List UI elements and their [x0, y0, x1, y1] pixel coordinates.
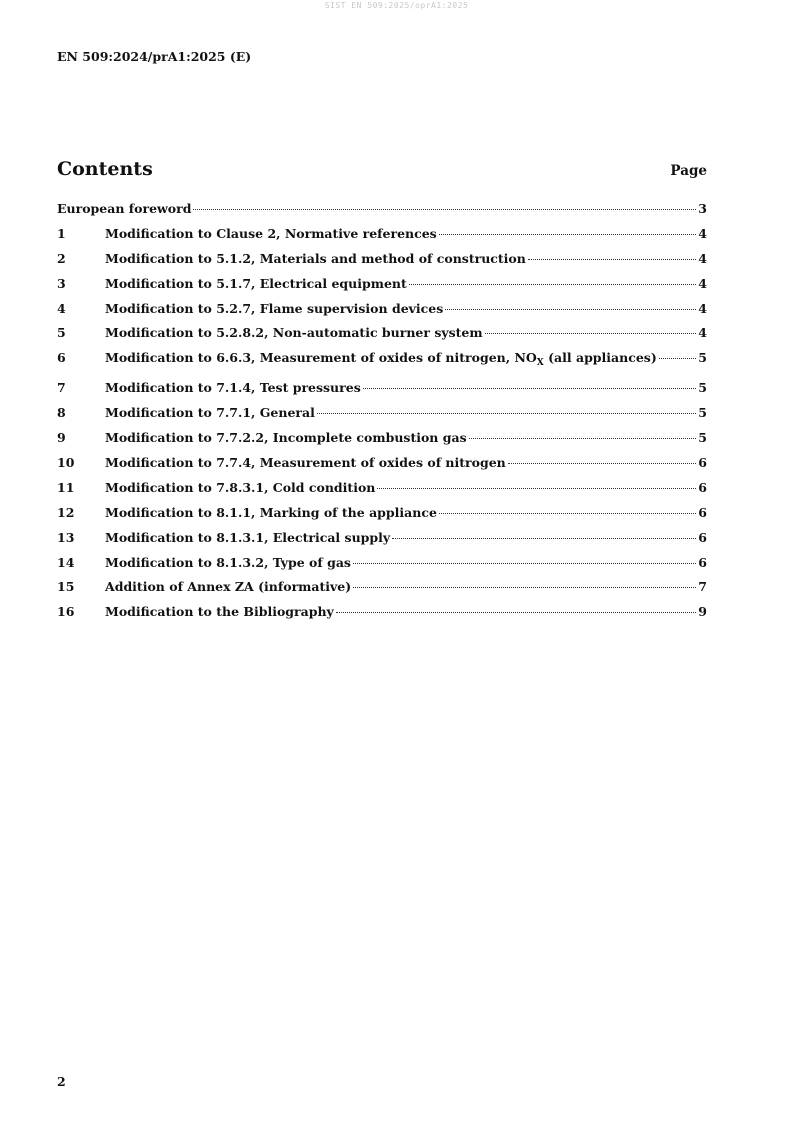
- toc-entry-title: Addition of Annex ZA (informative): [105, 579, 352, 595]
- toc-entry-title: Modification to 7.7.4, Measurement of oxides of nitrogen: [105, 455, 506, 471]
- toc-entry-title: [105, 349, 657, 372]
- toc-entry-page: 6: [698, 504, 707, 520]
- toc-entry-title: Modification to 8.1.3.1, Electrical supply: [105, 529, 391, 545]
- contents-title: Contents: [57, 158, 153, 180]
- dot-leader: [409, 284, 697, 285]
- toc-entry-page: 6: [698, 529, 707, 545]
- toc-entry-16[interactable]: [57, 603, 707, 628]
- toc-entry-8[interactable]: [57, 404, 707, 429]
- toc-entry-page: 4: [698, 300, 707, 316]
- toc-entry-number: 2: [57, 250, 66, 266]
- toc-entry-title: Modification to 7.8.3.1, Cold condition: [105, 479, 376, 495]
- toc-entry-page: 9: [698, 604, 707, 620]
- subscript-x: X: [536, 358, 544, 369]
- dot-leader: [392, 538, 696, 539]
- toc-entry-5[interactable]: [57, 324, 707, 349]
- toc-entry-number: 16: [57, 604, 75, 620]
- dot-leader: [353, 563, 696, 564]
- toc-entry-title: Modification to 7.7.2.2, Incomplete combustion gas: [105, 430, 467, 446]
- dot-leader: [193, 209, 696, 210]
- document-identifier: EN 509:2024/prA1:2025 (E): [57, 49, 252, 64]
- page-number: 2: [57, 1074, 66, 1089]
- dot-leader: [508, 463, 697, 464]
- toc-entry-page: 5: [698, 380, 707, 396]
- dot-leader: [469, 438, 697, 439]
- toc-entry-page: 4: [698, 250, 707, 266]
- contents-header: [57, 158, 707, 180]
- toc-entry-3[interactable]: [57, 275, 707, 300]
- toc-entry-12[interactable]: [57, 504, 707, 529]
- toc-entry-1[interactable]: [57, 225, 707, 250]
- toc-entry-number: 4: [57, 300, 66, 316]
- toc-entry-title: Modification to 8.1.3.2, Type of gas: [105, 554, 351, 570]
- toc-entry-4[interactable]: [57, 300, 707, 325]
- toc-entry-number: 13: [57, 529, 75, 545]
- page-column-label: Page: [670, 163, 707, 179]
- toc-entry-number: 10: [57, 455, 75, 471]
- toc-entry-european-foreword[interactable]: [57, 200, 707, 225]
- toc-entry-number: 15: [57, 579, 75, 595]
- toc-entry-number: 5: [57, 325, 66, 341]
- toc-entry-title: Modification to 7.7.1, General: [105, 405, 315, 421]
- toc-entry-title: Modification to 8.1.1, Marking of the appliance: [105, 504, 437, 520]
- toc-entry-page: 6: [698, 455, 707, 471]
- toc-entry-10[interactable]: [57, 454, 707, 479]
- toc-entry-title: Modification to 5.1.7, Electrical equipment: [105, 275, 407, 291]
- toc-entry-7[interactable]: [57, 379, 707, 404]
- dot-leader: [317, 413, 696, 414]
- toc-entry-page: 7: [698, 579, 707, 595]
- toc-entry-page: 6: [698, 479, 707, 495]
- toc-entry-page: 5: [698, 350, 707, 366]
- toc-entry-page: 4: [698, 225, 707, 241]
- toc-entry-13[interactable]: [57, 529, 707, 554]
- toc-entry-9[interactable]: [57, 429, 707, 454]
- dot-leader: [485, 333, 697, 334]
- toc-entry-page: 6: [698, 554, 707, 570]
- toc-entry-number: 14: [57, 554, 75, 570]
- toc-entry-number: 9: [57, 430, 66, 446]
- toc-entry-title: Modification to Clause 2, Normative references: [105, 225, 437, 241]
- toc-entry-page: 4: [698, 275, 707, 291]
- toc-entry-2[interactable]: [57, 250, 707, 275]
- toc-entry-title: Modification to the Bibliography: [105, 604, 334, 620]
- toc-entry-number: 8: [57, 405, 66, 421]
- dot-leader: [353, 587, 696, 588]
- toc-entry-title-tail: (all appliances): [543, 350, 657, 366]
- toc-entry-6[interactable]: [57, 349, 707, 379]
- dot-leader: [439, 234, 697, 235]
- table-of-contents: [57, 200, 707, 628]
- toc-entry-15[interactable]: [57, 578, 707, 603]
- toc-entry-14[interactable]: [57, 554, 707, 579]
- watermark: SIST EN 509:2025/oprA1:2025: [324, 1, 469, 10]
- toc-entry-title: Modification to 5.2.8.2, Non-automatic burner system: [105, 325, 483, 341]
- dot-leader: [445, 309, 696, 310]
- dot-leader: [659, 358, 697, 359]
- toc-entry-title: Modification to 5.1.2, Materials and method of construction: [105, 250, 526, 266]
- toc-entry-title: European foreword: [57, 201, 192, 216]
- toc-entry-page: 4: [698, 325, 707, 341]
- toc-entry-number: 11: [57, 479, 75, 495]
- toc-entry-number: 3: [57, 275, 66, 291]
- dot-leader: [363, 388, 697, 389]
- dot-leader: [377, 488, 696, 489]
- toc-entry-number: 7: [57, 380, 66, 396]
- toc-entry-page: 5: [698, 405, 707, 421]
- toc-entry-number: 1: [57, 225, 66, 241]
- toc-entry-title: Modification to 5.2.7, Flame supervision devices: [105, 300, 444, 316]
- toc-entry-number: 12: [57, 504, 75, 520]
- toc-entry-11[interactable]: [57, 479, 707, 504]
- toc-entry-page: 3: [698, 201, 707, 216]
- dot-leader: [528, 259, 696, 260]
- toc-entry-title: Modification to 7.1.4, Test pressures: [105, 380, 361, 396]
- toc-entry-page: 5: [698, 430, 707, 446]
- toc-entry-number: 6: [57, 350, 66, 366]
- dot-leader: [439, 513, 696, 514]
- dot-leader: [336, 612, 697, 613]
- toc-entry-title-main: Modification to 6.6.3, Measurement of oxides of nitrogen, NO: [105, 350, 537, 366]
